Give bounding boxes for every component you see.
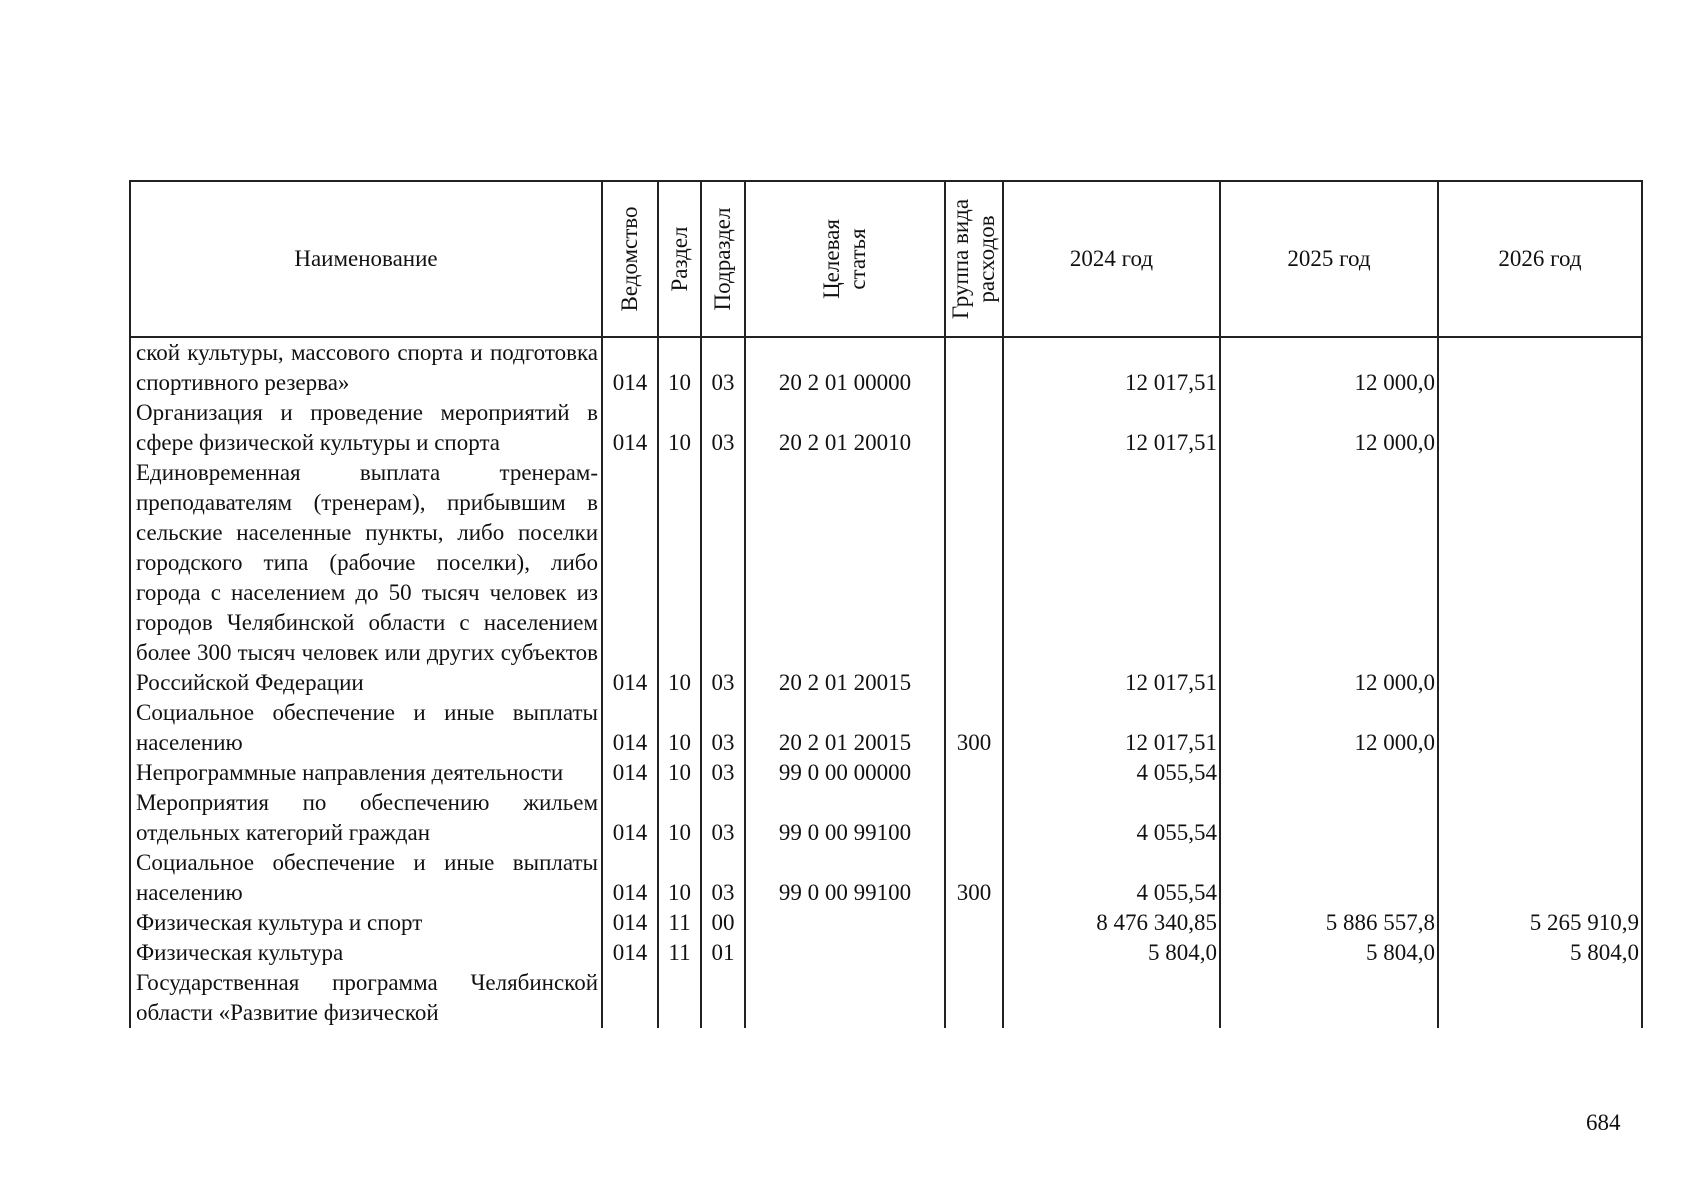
row-2026 (1438, 398, 1642, 458)
row-subsection: 03 (701, 848, 745, 908)
header-subsection: Подраздел (701, 181, 745, 337)
row-2026 (1438, 848, 1642, 908)
row-2025 (1220, 968, 1438, 1028)
row-target-item (745, 908, 945, 938)
row-department: 014 (602, 698, 658, 758)
row-subsection (701, 968, 745, 1028)
row-subsection: 01 (701, 938, 745, 968)
row-2025: 5 804,0 (1220, 938, 1438, 968)
row-subsection: 03 (701, 698, 745, 758)
row-2026 (1438, 337, 1642, 398)
table-row (130, 698, 1642, 758)
row-department: 014 (602, 908, 658, 938)
row-name: Социальное обеспечение и иные выплаты населению (130, 848, 602, 908)
row-name: Единовременная выплата тренерам-преподавателям (тренерам), прибывшим в сельские населенные пункты, либо поселки городского типа (рабочие поселки), либо города с населением до 50 тысяч человек из городов Челябинской области с населением более 300 тысяч человек или других субъектов Российской Федерации (130, 458, 602, 698)
header-2024: 2024 год (1003, 181, 1220, 337)
header-name: Наименование (130, 181, 602, 337)
table-row (130, 848, 1642, 908)
table-row (130, 938, 1642, 968)
row-2026 (1438, 698, 1642, 758)
row-section: 10 (658, 337, 701, 398)
row-expense-group (945, 337, 1003, 398)
table-row (130, 968, 1642, 1028)
table-row (130, 398, 1642, 458)
row-2024: 4 055,54 (1003, 758, 1220, 788)
row-target-item: 99 0 00 99100 (745, 788, 945, 848)
row-subsection: 03 (701, 337, 745, 398)
table-row (130, 458, 1642, 698)
page-number: 684 (1586, 1110, 1621, 1135)
row-target-item: 20 2 01 20010 (745, 398, 945, 458)
row-name: Физическая культура (130, 938, 602, 968)
row-2024: 12 017,51 (1003, 458, 1220, 698)
header-section: Раздел (658, 181, 701, 337)
row-target-item: 99 0 00 00000 (745, 758, 945, 788)
table-header-row (130, 181, 1642, 337)
table-row (130, 758, 1642, 788)
row-section (658, 968, 701, 1028)
header-department: Ведомство (602, 181, 658, 337)
row-expense-group (945, 938, 1003, 968)
row-expense-group (945, 758, 1003, 788)
row-2025: 12 000,0 (1220, 698, 1438, 758)
row-target-item (745, 938, 945, 968)
row-expense-group (945, 908, 1003, 938)
row-2026 (1438, 968, 1642, 1028)
row-2025: 12 000,0 (1220, 398, 1438, 458)
row-subsection: 03 (701, 398, 745, 458)
row-department: 014 (602, 458, 658, 698)
row-department: 014 (602, 938, 658, 968)
row-2025: 12 000,0 (1220, 458, 1438, 698)
header-target-item: Целевая статья (745, 181, 945, 337)
table-row (130, 788, 1642, 848)
row-section: 11 (658, 908, 701, 938)
row-expense-group (945, 458, 1003, 698)
row-expense-group (945, 788, 1003, 848)
row-2024 (1003, 968, 1220, 1028)
budget-table (129, 180, 1643, 1028)
row-2026: 5 804,0 (1438, 938, 1642, 968)
row-section: 10 (658, 698, 701, 758)
row-name: Государственная программа Челябинской области «Развитие физической (130, 968, 602, 1028)
table-row (130, 908, 1642, 938)
row-department: 014 (602, 337, 658, 398)
row-target-item: 20 2 01 20015 (745, 458, 945, 698)
row-2024: 12 017,51 (1003, 698, 1220, 758)
row-subsection: 03 (701, 758, 745, 788)
row-2025: 5 886 557,8 (1220, 908, 1438, 938)
row-subsection: 00 (701, 908, 745, 938)
row-department: 014 (602, 848, 658, 908)
header-2025: 2025 год (1220, 181, 1438, 337)
header-2026: 2026 год (1438, 181, 1642, 337)
row-target-item: 20 2 01 20015 (745, 698, 945, 758)
row-target-item (745, 968, 945, 1028)
table-row (130, 337, 1642, 398)
header-expense-group: Группа вида расходов (945, 181, 1003, 337)
row-2025 (1220, 758, 1438, 788)
row-section: 10 (658, 398, 701, 458)
row-2026 (1438, 788, 1642, 848)
row-name: Мероприятия по обеспечению жильем отдельных категорий граждан (130, 788, 602, 848)
row-department: 014 (602, 788, 658, 848)
row-name: Непрограммные направления деятельности (130, 758, 602, 788)
row-2026: 5 265 910,9 (1438, 908, 1642, 938)
row-target-item: 99 0 00 99100 (745, 848, 945, 908)
row-name: ской культуры, массового спорта и подготовка спортивного резерва» (130, 337, 602, 398)
row-name: Социальное обеспечение и иные выплаты населению (130, 698, 602, 758)
row-2024: 8 476 340,85 (1003, 908, 1220, 938)
row-department (602, 968, 658, 1028)
row-target-item: 20 2 01 00000 (745, 337, 945, 398)
row-2024: 4 055,54 (1003, 788, 1220, 848)
row-section: 10 (658, 848, 701, 908)
row-name: Физическая культура и спорт (130, 908, 602, 938)
row-2024: 4 055,54 (1003, 848, 1220, 908)
row-subsection: 03 (701, 788, 745, 848)
row-department: 014 (602, 398, 658, 458)
row-2025 (1220, 848, 1438, 908)
row-section: 10 (658, 788, 701, 848)
row-2024: 12 017,51 (1003, 337, 1220, 398)
row-section: 10 (658, 458, 701, 698)
row-expense-group (945, 968, 1003, 1028)
row-department: 014 (602, 758, 658, 788)
row-expense-group: 300 (945, 848, 1003, 908)
row-2025 (1220, 788, 1438, 848)
row-2024: 12 017,51 (1003, 398, 1220, 458)
row-subsection: 03 (701, 458, 745, 698)
row-section: 11 (658, 938, 701, 968)
row-section: 10 (658, 758, 701, 788)
row-2026 (1438, 758, 1642, 788)
row-2025: 12 000,0 (1220, 337, 1438, 398)
row-expense-group (945, 398, 1003, 458)
row-2026 (1438, 458, 1642, 698)
row-2024: 5 804,0 (1003, 938, 1220, 968)
row-name: Организация и проведение мероприятий в сфере физической культуры и спорта (130, 398, 602, 458)
row-expense-group: 300 (945, 698, 1003, 758)
